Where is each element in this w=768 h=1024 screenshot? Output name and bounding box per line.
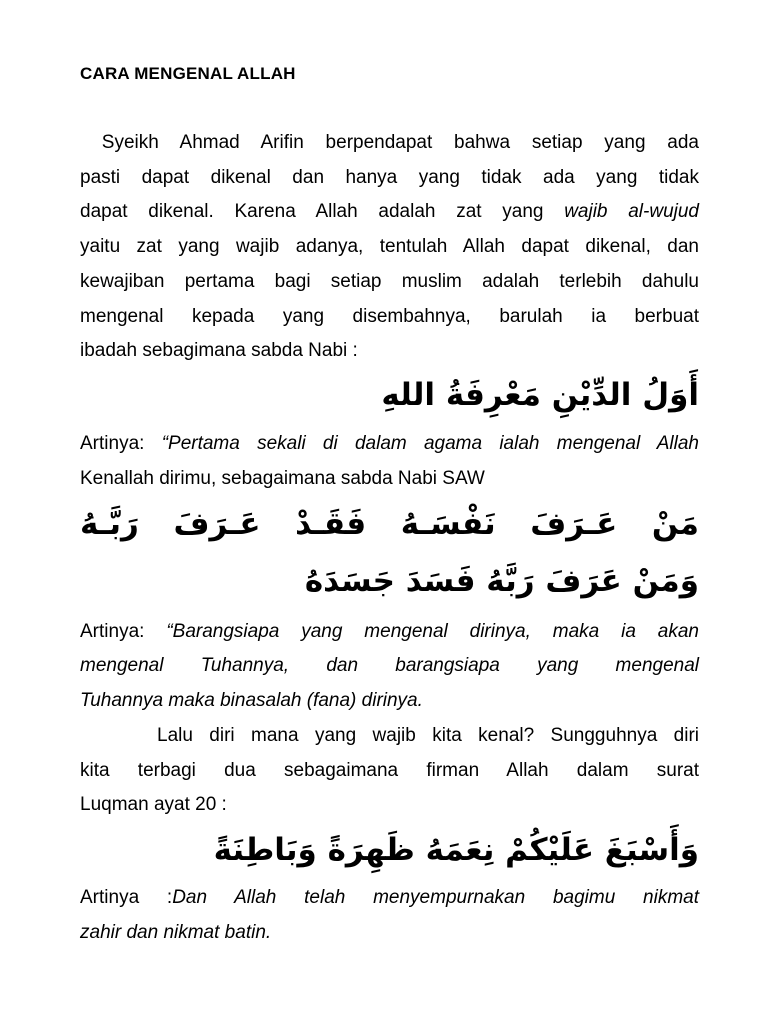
paragraph-line: Luqman ayat 20 : (80, 794, 227, 815)
translation-line: Kenallah dirimu, sebagaimana sabda Nabi SAW (80, 468, 485, 489)
paragraph-line: Syeikh Ahmad Arifin berpendapat bahwa setiap yang ada (80, 132, 699, 153)
translation-line (80, 684, 699, 719)
translation-italic: zahir dan nikmat batin. (80, 922, 272, 943)
paragraph-line: mengenal kepada yang disembahnya, barulah ia berbuat (80, 306, 699, 327)
arabic-hadith-2-line2: وَمَنْ عَرَفَ رَبَّهُ فَسَدَ جَسَدَهُ (304, 563, 699, 599)
arabic-hadith-1: أَوَلُ الدِّيْنِ مَعْرِفَةُ اللهِ (381, 377, 699, 413)
arabic-verse-luqman: وَأَسْبَغَ عَلَيْكُمْ نِعَمَهُ ظَهِرَةً وَبَاطِنَةً (213, 832, 699, 868)
translation-label: Artinya: (80, 621, 167, 642)
translation-line (80, 916, 699, 951)
paragraph-line: kita terbagi dua sebagaimana firman Allah dalam surat (80, 760, 699, 781)
translation-italic: “Pertama sekali di dalam agama ialah mengenal Allah (161, 433, 699, 454)
translation-line (80, 615, 699, 650)
translation-italic: mengenal Tuhannya, dan barangsiapa yang mengenal (80, 655, 699, 676)
translation-italic: Dan Allah telah menyempurnakan bagimu nikmat (172, 887, 699, 908)
translation-line (80, 649, 699, 684)
page-title: CARA MENGENAL ALLAH (80, 64, 296, 83)
paragraph-line: Lalu diri mana yang wajib kita kenal? Sungguhnya diri (157, 725, 699, 746)
translation-line (80, 881, 699, 916)
translation-italic: “Barangsiapa yang mengenal dirinya, maka ia akan (166, 621, 699, 642)
translation-label: Artinya: (80, 433, 162, 454)
translation-label: Artinya : (80, 887, 173, 908)
arabic-hadith-2-line1: مَنْ عَـرَفَ نَفْسَـهُ فَقَـدْ عَـرَفَ رَبَّـهُ (80, 506, 699, 542)
paragraph-line: pasti dapat dikenal dan hanya yang tidak ada yang tidak (80, 167, 699, 188)
paragraph-line: ibadah sebagimana sabda Nabi : (80, 340, 358, 361)
paragraph-line (80, 195, 699, 230)
translation-line (80, 427, 699, 462)
translation-italic: Tuhannya maka binasalah (fana) dirinya. (80, 690, 423, 711)
paragraph-line: kewajiban pertama bagi setiap muslim adalah terlebih dahulu (80, 271, 699, 292)
paragraph-line: yaitu zat yang wajib adanya, tentulah Allah dapat dikenal, dan (80, 236, 699, 257)
italic-term: wajib al-wujud (564, 201, 699, 222)
paragraph-text: dapat dikenal. Karena Allah adalah zat yang (80, 201, 565, 222)
